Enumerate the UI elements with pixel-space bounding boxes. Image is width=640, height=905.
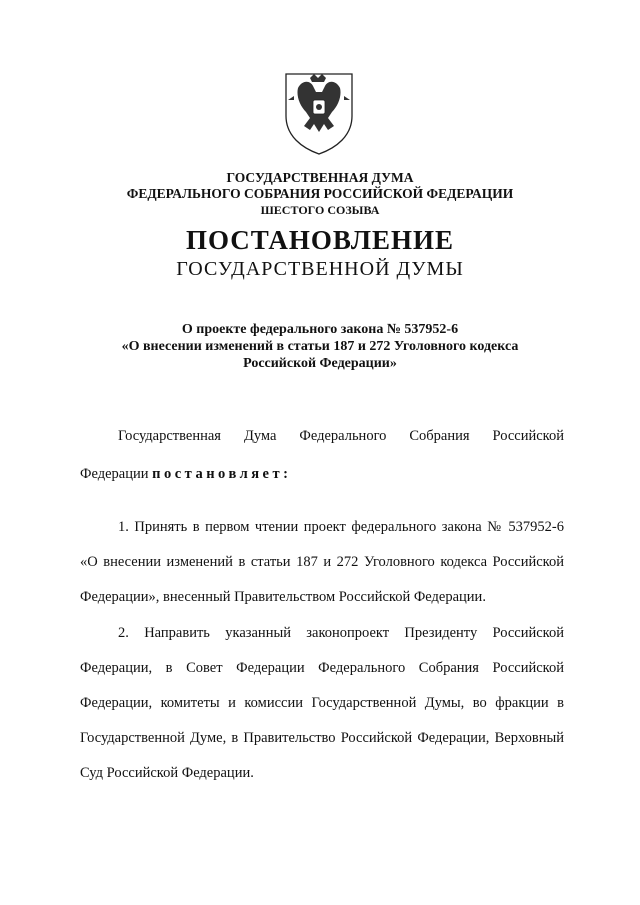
- point-2-line-5: Суд Российской Федерации.: [80, 765, 254, 781]
- point-2-line-4: Государственной Думе, в Правительство Российской Федерации, Верховный: [80, 730, 564, 746]
- point-1-line-2: «О внесении изменений в статьи 187 и 272 Уголовного кодекса Российской: [80, 554, 564, 570]
- convocation: ШЕСТОГО СОЗЫВА: [260, 203, 380, 217]
- document-title-line-3: Российской Федерации»: [243, 356, 397, 371]
- org-name-line-1: ГОСУДАРСТВЕННАЯ ДУМА: [226, 170, 414, 185]
- org-name-line-2: ФЕДЕРАЛЬНОГО СОБРАНИЯ РОССИЙСКОЙ ФЕДЕРАЦИИ: [126, 186, 514, 201]
- document-title-line-2: «О внесении изменений в статьи 187 и 272 Уголовного кодекса: [121, 339, 519, 354]
- point-2-line-2: Федерации, в Совет Федерации Федерального Собрания Российской: [80, 660, 564, 676]
- russian-coat-of-arms-icon: [280, 70, 358, 156]
- preamble-line-2: [80, 465, 564, 483]
- document-title-line-1: О проекте федерального закона № 537952-6: [181, 322, 459, 337]
- document-type-subtitle: ГОСУДАРСТВЕННОЙ ДУМЫ: [176, 258, 464, 280]
- preamble-text: Федерации: [80, 466, 153, 482]
- point-1-line-3: Федерации», внесенный Правительством Российской Федерации.: [80, 589, 486, 605]
- preamble-line-1: Государственная Дума Федерального Собрания Российской: [118, 428, 564, 444]
- point-1-line-1: 1. Принять в первом чтении проект федерального закона № 537952-6: [118, 519, 564, 535]
- document-type: ПОСТАНОВЛЕНИЕ: [185, 225, 455, 255]
- resolves-keyword: постановляет:: [152, 466, 292, 482]
- point-2-line-3: Федерации, комитеты и комиссии Государственной Думы, во фракции в: [80, 695, 564, 711]
- point-2-line-1: 2. Направить указанный законопроект Президенту Российской: [118, 625, 564, 641]
